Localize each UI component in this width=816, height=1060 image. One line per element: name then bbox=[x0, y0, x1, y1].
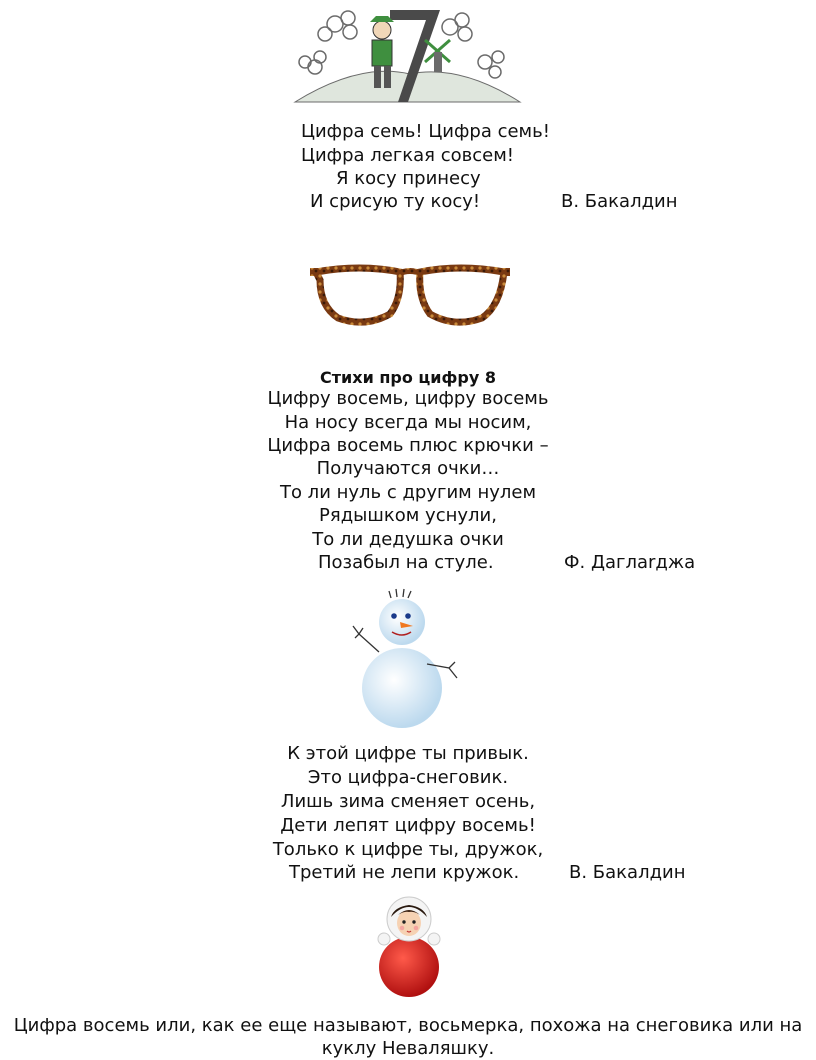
doll-image bbox=[374, 895, 444, 999]
snowman-image bbox=[345, 588, 470, 730]
poem7-author: В. Бакалдин bbox=[561, 191, 678, 212]
poem8-line-8: Позабыл на стуле. bbox=[318, 552, 494, 573]
poem7-line-1: Цифра семь! Цифра семь! bbox=[301, 121, 550, 142]
snowman-author: В. Бакалдин bbox=[569, 862, 686, 883]
glasses-image bbox=[310, 258, 510, 328]
poem8-line-3: Цифра восемь плюс крючки – bbox=[267, 435, 549, 456]
footer-line-1: Цифра восемь или, как ее еще называют, восьмерка, похожа на снеговика или на bbox=[13, 1015, 803, 1036]
snowman-line-2: Это цифра-снеговик. bbox=[307, 767, 509, 788]
snowman-line-6: Третий не лепи кружок. bbox=[289, 862, 520, 883]
poem8-line-2: На носу всегда мы носим, bbox=[284, 412, 532, 433]
snowman-line-1: К этой цифре ты привык. bbox=[287, 743, 529, 764]
snowman-line-4: Дети лепят цифру восемь! bbox=[280, 815, 536, 836]
snowman-line-5: Только к цифре ты, дружок, bbox=[272, 839, 544, 860]
poem7-line-2: Цифра легкая совсем! bbox=[301, 145, 515, 166]
poem8-title: Стихи про цифру 8 bbox=[320, 368, 496, 387]
poem7-line-4: И срисую ту косу! bbox=[310, 191, 481, 212]
poem8-line-7: То ли дедушка очки bbox=[312, 529, 504, 550]
poem7-line-3: Я косу принесу bbox=[336, 168, 481, 189]
poem8-line-4: Получаются очки… bbox=[316, 458, 500, 479]
snowman-line-3: Лишь зима сменяет осень, bbox=[280, 791, 536, 812]
footer-line-2: куклу Неваляшку. bbox=[321, 1038, 495, 1059]
seven-illustration bbox=[290, 2, 525, 106]
poem8-line-5: То ли нуль с другим нулем bbox=[279, 482, 537, 503]
poem8-author: Ф. Даглarджа bbox=[564, 552, 696, 573]
poem8-line-1: Цифру восемь, цифру восемь bbox=[267, 388, 549, 409]
poem8-line-6: Рядышком уснули, bbox=[319, 505, 497, 526]
